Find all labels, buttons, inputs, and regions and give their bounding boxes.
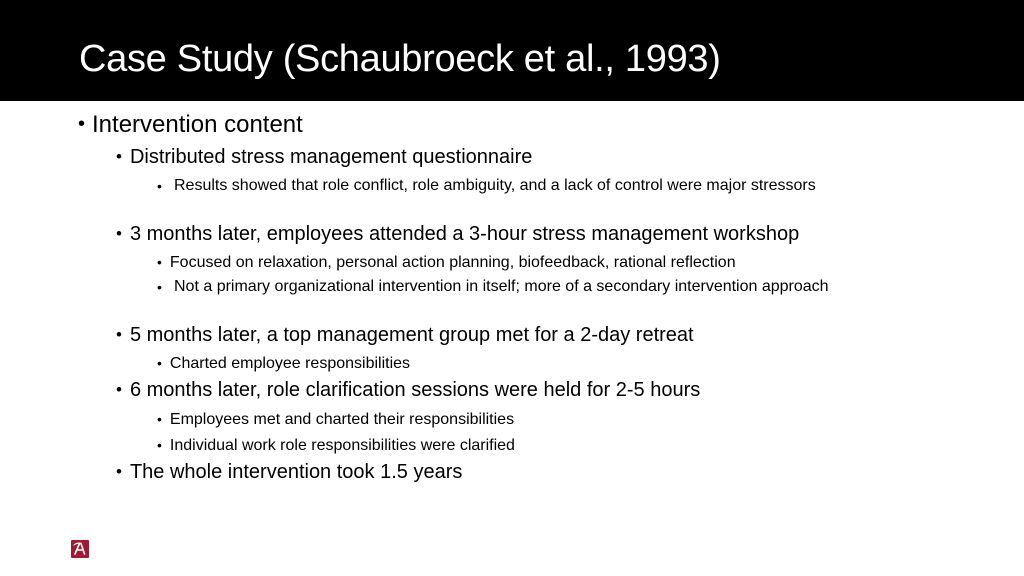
bullet-item — [157, 176, 897, 196]
bullet-item — [116, 323, 694, 348]
bullet-text: 6 months later, role clarification sessions were held for 2-5 hours — [129, 379, 701, 401]
bullet-dot-icon: • — [116, 325, 122, 344]
bullet-dot-icon: • — [157, 254, 162, 270]
bullet-dot-icon: • — [116, 147, 122, 166]
bullet-item — [116, 222, 799, 247]
bullet-item — [116, 378, 700, 403]
slide-title: Case Study (Schaubroeck et al., 1993) — [79, 38, 721, 80]
bullet-item — [157, 353, 410, 374]
bullet-dot-icon: • — [157, 178, 162, 194]
bullet-text: Intervention content — [92, 111, 303, 138]
bullet-dot-icon: • — [116, 380, 122, 399]
bullet-item — [116, 460, 462, 485]
bullet-text: Employees met and charted their responsibilities — [169, 411, 515, 428]
bullet-text: 5 months later, a top management group met for a 2-day retreat — [129, 324, 694, 346]
bullet-item — [157, 435, 515, 456]
bullet-item — [116, 145, 532, 170]
bullet-item — [78, 111, 303, 140]
bullet-dot-icon: • — [157, 411, 162, 427]
bullet-text: Distributed stress management questionnaire — [129, 146, 533, 168]
bullet-text: Focused on relaxation, personal action planning, biofeedback, rational reflection — [169, 254, 736, 271]
bullet-text: Individual work role responsibilities were clarified — [169, 437, 515, 454]
bullet-dot-icon: • — [116, 462, 122, 481]
bullet-dot-icon: • — [157, 279, 162, 295]
bullet-dot-icon: • — [78, 113, 86, 135]
bullet-text: Charted employee responsibilities — [169, 355, 411, 372]
bullet-text: The whole intervention took 1.5 years — [129, 461, 463, 483]
bullet-text: 3 months later, employees attended a 3-hour stress management workshop — [129, 223, 800, 245]
bullet-item — [157, 252, 736, 273]
bullet-text: Results showed that role conflict, role ambiguity, and a lack of control were major stressors — [174, 177, 816, 194]
bullet-dot-icon: • — [116, 224, 122, 243]
bullet-dot-icon: • — [157, 437, 162, 453]
script-a-logo-icon — [71, 540, 89, 558]
bullet-item — [157, 277, 897, 297]
bullet-dot-icon: • — [157, 355, 162, 371]
bullet-item — [157, 409, 514, 430]
bullet-text: Not a primary organizational intervention in itself; more of a secondary intervention approach — [174, 278, 829, 295]
